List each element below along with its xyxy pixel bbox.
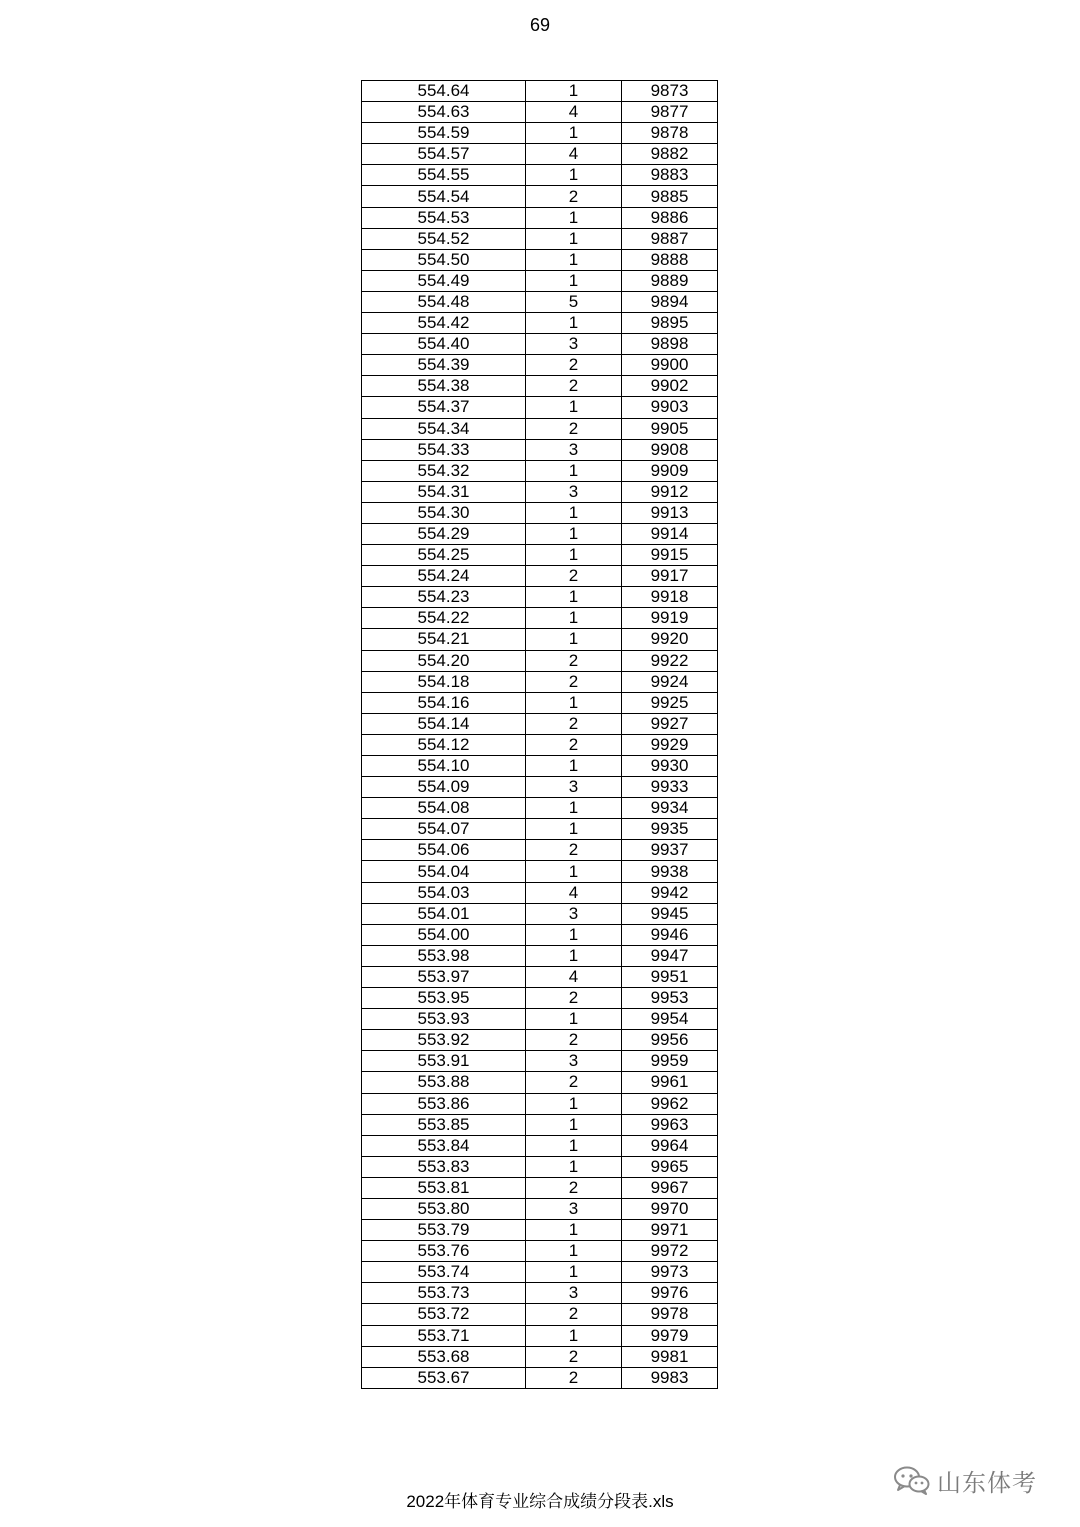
cell-cumulative: 9922 [622, 650, 718, 671]
cell-count: 1 [526, 1093, 622, 1114]
cell-score: 553.86 [362, 1093, 526, 1114]
cell-cumulative: 9983 [622, 1367, 718, 1388]
table-row [362, 1093, 718, 1114]
cell-score: 553.91 [362, 1051, 526, 1072]
cell-count: 4 [526, 102, 622, 123]
table-row [362, 270, 718, 291]
cell-score: 554.42 [362, 313, 526, 334]
cell-cumulative: 9947 [622, 945, 718, 966]
cell-count: 1 [526, 756, 622, 777]
table-row [362, 481, 718, 502]
cell-score: 553.92 [362, 1030, 526, 1051]
table-row [362, 1220, 718, 1241]
table-row [362, 355, 718, 376]
table-row [362, 966, 718, 987]
cell-count: 3 [526, 334, 622, 355]
cell-count: 2 [526, 671, 622, 692]
cell-score: 554.00 [362, 924, 526, 945]
cell-score: 553.71 [362, 1325, 526, 1346]
cell-count: 1 [526, 1135, 622, 1156]
cell-count: 2 [526, 1304, 622, 1325]
cell-count: 1 [526, 523, 622, 544]
cell-cumulative: 9905 [622, 418, 718, 439]
cell-cumulative: 9979 [622, 1325, 718, 1346]
table-row [362, 840, 718, 861]
score-distribution-table [361, 80, 718, 1389]
cell-cumulative: 9930 [622, 756, 718, 777]
table-row [362, 650, 718, 671]
cell-cumulative: 9917 [622, 566, 718, 587]
cell-score: 554.52 [362, 228, 526, 249]
table-row [362, 608, 718, 629]
cell-cumulative: 9967 [622, 1177, 718, 1198]
table-row [362, 1367, 718, 1388]
cell-count: 4 [526, 144, 622, 165]
table-row [362, 1009, 718, 1030]
cell-cumulative: 9978 [622, 1304, 718, 1325]
table-row [362, 1156, 718, 1177]
cell-count: 2 [526, 988, 622, 1009]
table-row [362, 249, 718, 270]
cell-count: 1 [526, 1156, 622, 1177]
table-row [362, 502, 718, 523]
watermark-text: 山东体考 [937, 1468, 1037, 1497]
cell-count: 2 [526, 840, 622, 861]
table-row [362, 671, 718, 692]
cell-cumulative: 9934 [622, 798, 718, 819]
footer-filename: 2022年体育专业综合成绩分段表.xls [406, 1492, 674, 1511]
cell-count: 3 [526, 777, 622, 798]
cell-cumulative: 9927 [622, 713, 718, 734]
cell-score: 553.98 [362, 945, 526, 966]
cell-count: 1 [526, 270, 622, 291]
table-row [362, 903, 718, 924]
cell-count: 1 [526, 228, 622, 249]
cell-count: 1 [526, 861, 622, 882]
table-row [362, 123, 718, 144]
cell-score: 554.10 [362, 756, 526, 777]
cell-cumulative: 9918 [622, 587, 718, 608]
cell-score: 554.40 [362, 334, 526, 355]
cell-score: 554.20 [362, 650, 526, 671]
cell-count: 2 [526, 418, 622, 439]
table-row [362, 1283, 718, 1304]
cell-cumulative: 9954 [622, 1009, 718, 1030]
cell-count: 3 [526, 481, 622, 502]
cell-score: 554.55 [362, 165, 526, 186]
cell-score: 554.54 [362, 186, 526, 207]
cell-cumulative: 9873 [622, 81, 718, 102]
cell-cumulative: 9961 [622, 1072, 718, 1093]
cell-count: 1 [526, 629, 622, 650]
cell-count: 1 [526, 1220, 622, 1241]
cell-score: 554.48 [362, 291, 526, 312]
cell-cumulative: 9972 [622, 1241, 718, 1262]
table-row [362, 756, 718, 777]
cell-count: 2 [526, 1177, 622, 1198]
cell-score: 553.80 [362, 1198, 526, 1219]
cell-score: 554.01 [362, 903, 526, 924]
cell-count: 2 [526, 186, 622, 207]
cell-score: 554.38 [362, 376, 526, 397]
table-row [362, 587, 718, 608]
cell-score: 553.72 [362, 1304, 526, 1325]
table-row [362, 1114, 718, 1135]
cell-count: 2 [526, 734, 622, 755]
cell-count: 2 [526, 355, 622, 376]
table-row [362, 418, 718, 439]
cell-score: 554.18 [362, 671, 526, 692]
cell-cumulative: 9956 [622, 1030, 718, 1051]
cell-count: 1 [526, 945, 622, 966]
cell-cumulative: 9894 [622, 291, 718, 312]
table-row [362, 334, 718, 355]
cell-cumulative: 9877 [622, 102, 718, 123]
table-row [362, 1262, 718, 1283]
cell-score: 554.49 [362, 270, 526, 291]
cell-score: 554.23 [362, 587, 526, 608]
table-row [362, 1325, 718, 1346]
table-row [362, 1304, 718, 1325]
cell-score: 554.33 [362, 439, 526, 460]
cell-cumulative: 9937 [622, 840, 718, 861]
table-row [362, 566, 718, 587]
cell-cumulative: 9964 [622, 1135, 718, 1156]
cell-score: 554.34 [362, 418, 526, 439]
cell-score: 554.07 [362, 819, 526, 840]
cell-cumulative: 9953 [622, 988, 718, 1009]
cell-cumulative: 9887 [622, 228, 718, 249]
table-row [362, 186, 718, 207]
cell-score: 554.06 [362, 840, 526, 861]
cell-count: 1 [526, 819, 622, 840]
cell-score: 554.37 [362, 397, 526, 418]
cell-count: 1 [526, 608, 622, 629]
cell-cumulative: 9909 [622, 460, 718, 481]
table-row [362, 207, 718, 228]
cell-cumulative: 9924 [622, 671, 718, 692]
cell-count: 1 [526, 165, 622, 186]
cell-score: 553.79 [362, 1220, 526, 1241]
table-row [362, 945, 718, 966]
cell-score: 554.14 [362, 713, 526, 734]
cell-count: 1 [526, 123, 622, 144]
cell-count: 1 [526, 1262, 622, 1283]
cell-cumulative: 9900 [622, 355, 718, 376]
table-body [362, 81, 718, 1389]
table-row [362, 1346, 718, 1367]
cell-score: 554.08 [362, 798, 526, 819]
table-row [362, 81, 718, 102]
cell-score: 554.25 [362, 545, 526, 566]
cell-cumulative: 9919 [622, 608, 718, 629]
table-row [362, 1198, 718, 1219]
cell-cumulative: 9915 [622, 545, 718, 566]
cell-score: 553.67 [362, 1367, 526, 1388]
cell-cumulative: 9885 [622, 186, 718, 207]
cell-count: 1 [526, 1241, 622, 1262]
table-row [362, 629, 718, 650]
cell-score: 554.63 [362, 102, 526, 123]
table-row [362, 1177, 718, 1198]
table-row [362, 102, 718, 123]
cell-count: 1 [526, 397, 622, 418]
cell-cumulative: 9929 [622, 734, 718, 755]
page-number: 69 [529, 15, 551, 35]
cell-count: 1 [526, 249, 622, 270]
cell-cumulative: 9970 [622, 1198, 718, 1219]
table-row [362, 713, 718, 734]
cell-cumulative: 9882 [622, 144, 718, 165]
cell-count: 3 [526, 1051, 622, 1072]
cell-cumulative: 9962 [622, 1093, 718, 1114]
table-row [362, 313, 718, 334]
cell-score: 553.93 [362, 1009, 526, 1030]
cell-count: 1 [526, 502, 622, 523]
cell-cumulative: 9942 [622, 882, 718, 903]
cell-score: 554.03 [362, 882, 526, 903]
table-row [362, 988, 718, 1009]
cell-score: 554.39 [362, 355, 526, 376]
cell-count: 1 [526, 1114, 622, 1135]
table-row [362, 1241, 718, 1262]
cell-score: 554.32 [362, 460, 526, 481]
cell-cumulative: 9959 [622, 1051, 718, 1072]
cell-cumulative: 9889 [622, 270, 718, 291]
cell-cumulative: 9965 [622, 1156, 718, 1177]
cell-count: 3 [526, 439, 622, 460]
cell-cumulative: 9925 [622, 692, 718, 713]
cell-score: 554.59 [362, 123, 526, 144]
cell-count: 1 [526, 1325, 622, 1346]
cell-cumulative: 9888 [622, 249, 718, 270]
cell-count: 4 [526, 966, 622, 987]
table-row [362, 439, 718, 460]
cell-count: 2 [526, 1072, 622, 1093]
cell-cumulative: 9981 [622, 1346, 718, 1367]
cell-count: 1 [526, 1009, 622, 1030]
cell-score: 554.16 [362, 692, 526, 713]
cell-score: 554.29 [362, 523, 526, 544]
cell-score: 554.04 [362, 861, 526, 882]
cell-cumulative: 9973 [622, 1262, 718, 1283]
cell-count: 1 [526, 692, 622, 713]
table-row [362, 798, 718, 819]
cell-cumulative: 9908 [622, 439, 718, 460]
cell-score: 553.76 [362, 1241, 526, 1262]
cell-score: 554.12 [362, 734, 526, 755]
cell-count: 2 [526, 1367, 622, 1388]
cell-cumulative: 9913 [622, 502, 718, 523]
cell-score: 554.22 [362, 608, 526, 629]
cell-score: 553.83 [362, 1156, 526, 1177]
cell-count: 2 [526, 650, 622, 671]
cell-count: 2 [526, 566, 622, 587]
table-row [362, 777, 718, 798]
cell-score: 554.50 [362, 249, 526, 270]
table-row [362, 734, 718, 755]
cell-cumulative: 9946 [622, 924, 718, 945]
cell-count: 1 [526, 81, 622, 102]
cell-count: 2 [526, 376, 622, 397]
cell-score: 554.53 [362, 207, 526, 228]
cell-cumulative: 9920 [622, 629, 718, 650]
table-row [362, 291, 718, 312]
cell-score: 553.81 [362, 1177, 526, 1198]
cell-score: 554.09 [362, 777, 526, 798]
table-row [362, 692, 718, 713]
cell-score: 554.57 [362, 144, 526, 165]
cell-count: 5 [526, 291, 622, 312]
cell-cumulative: 9902 [622, 376, 718, 397]
cell-count: 2 [526, 713, 622, 734]
cell-count: 1 [526, 545, 622, 566]
cell-cumulative: 9914 [622, 523, 718, 544]
table-row [362, 165, 718, 186]
cell-cumulative: 9951 [622, 966, 718, 987]
cell-score: 554.21 [362, 629, 526, 650]
cell-count: 3 [526, 1283, 622, 1304]
cell-cumulative: 9878 [622, 123, 718, 144]
cell-count: 1 [526, 924, 622, 945]
cell-cumulative: 9903 [622, 397, 718, 418]
table-row [362, 523, 718, 544]
cell-cumulative: 9945 [622, 903, 718, 924]
table-row [362, 924, 718, 945]
cell-cumulative: 9976 [622, 1283, 718, 1304]
cell-count: 1 [526, 587, 622, 608]
table-row [362, 545, 718, 566]
table-row [362, 1051, 718, 1072]
table-row [362, 819, 718, 840]
cell-count: 1 [526, 207, 622, 228]
cell-score: 553.95 [362, 988, 526, 1009]
table-row [362, 1030, 718, 1051]
table-row [362, 228, 718, 249]
cell-score: 553.74 [362, 1262, 526, 1283]
cell-score: 553.88 [362, 1072, 526, 1093]
cell-score: 553.85 [362, 1114, 526, 1135]
cell-count: 4 [526, 882, 622, 903]
cell-count: 3 [526, 1198, 622, 1219]
cell-cumulative: 9935 [622, 819, 718, 840]
cell-count: 2 [526, 1346, 622, 1367]
cell-count: 3 [526, 903, 622, 924]
cell-score: 554.30 [362, 502, 526, 523]
cell-count: 1 [526, 460, 622, 481]
cell-count: 2 [526, 1030, 622, 1051]
table-row [362, 460, 718, 481]
cell-cumulative: 9963 [622, 1114, 718, 1135]
cell-score: 553.73 [362, 1283, 526, 1304]
cell-score: 553.84 [362, 1135, 526, 1156]
cell-cumulative: 9898 [622, 334, 718, 355]
table-row [362, 397, 718, 418]
cell-score: 554.24 [362, 566, 526, 587]
cell-score: 554.31 [362, 481, 526, 502]
table-row [362, 882, 718, 903]
cell-cumulative: 9895 [622, 313, 718, 334]
cell-cumulative: 9938 [622, 861, 718, 882]
cell-cumulative: 9933 [622, 777, 718, 798]
cell-cumulative: 9971 [622, 1220, 718, 1241]
cell-count: 1 [526, 313, 622, 334]
cell-cumulative: 9912 [622, 481, 718, 502]
cell-score: 553.68 [362, 1346, 526, 1367]
cell-score: 554.64 [362, 81, 526, 102]
table-row [362, 1135, 718, 1156]
cell-score: 553.97 [362, 966, 526, 987]
cell-cumulative: 9886 [622, 207, 718, 228]
table-row [362, 144, 718, 165]
table-row [362, 861, 718, 882]
table-row [362, 1072, 718, 1093]
table-row [362, 376, 718, 397]
cell-count: 1 [526, 798, 622, 819]
cell-cumulative: 9883 [622, 165, 718, 186]
